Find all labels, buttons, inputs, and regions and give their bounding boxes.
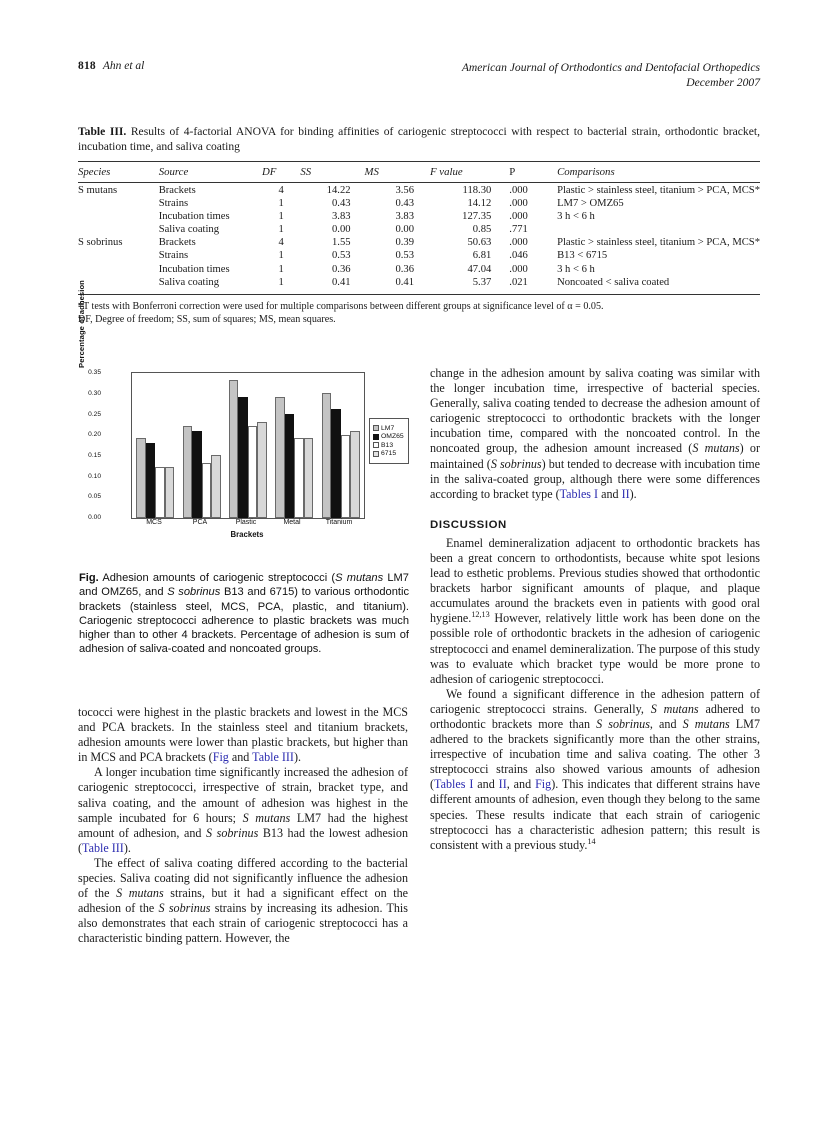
legend-item-b13 (373, 442, 404, 449)
cell-p: .771 (509, 224, 528, 236)
x-tick-plastic: Plastic (235, 519, 257, 526)
link-fig[interactable]: Fig (535, 777, 552, 792)
table-row (78, 183, 760, 197)
x-tick-metal: Metal (283, 519, 301, 526)
lp3-a: The effect of saliva coating differed according to the bacterial species. Saliva coating did not significantly influence the adhesion of the (78, 855, 408, 901)
chart-plot-area (131, 372, 365, 519)
cell-species: S sobrinus (78, 237, 123, 249)
cell-f-value: 5.37 (472, 276, 492, 288)
link-table-iii[interactable]: Table III (252, 750, 294, 765)
cell-ss: 1.55 (332, 237, 351, 249)
legend-label: 6715 (381, 450, 397, 457)
lp1-a: tococci were highest in the plastic brackets and lowest in the MCS and PCA brackets. In the stainless steel and titanium brackets, adhesion amounts were lower than plastic brackets, but higher than in MCS and PCA brackets ( (78, 705, 408, 765)
link-table-ii[interactable]: II (621, 486, 630, 501)
cell-p: .000 (509, 263, 528, 275)
table-body (78, 183, 760, 292)
cell-ss: 0.43 (332, 197, 351, 209)
rp1-b: ) or maintained ( (430, 441, 761, 471)
cell-ms: 0.00 (395, 224, 415, 236)
link-tables-i[interactable]: Tables I (434, 777, 474, 792)
bar-plastic-omz65 (238, 397, 248, 518)
legend-swatch-icon (373, 451, 379, 457)
legend-label: OMZ65 (381, 433, 404, 440)
cell-source: Saliva coating (158, 224, 219, 236)
cell-source: Saliva coating (158, 276, 219, 288)
legend-swatch-icon (373, 442, 379, 448)
cell-species: S mutans (78, 184, 118, 196)
bar-mcs-b13 (155, 467, 165, 518)
cell-source: Brackets (158, 237, 196, 249)
bar-plastic-b13 (248, 426, 258, 518)
chart-legend (369, 418, 409, 464)
table-caption (78, 124, 760, 154)
figure-caption-p2: LM7 and OMZ65, and (79, 572, 409, 599)
section-heading-discussion: DISCUSSION (430, 518, 507, 531)
figure-caption-species-1: S mutans (335, 572, 384, 584)
table-row (78, 263, 760, 276)
rp3-species-3: S mutans (682, 716, 730, 731)
y-tick-5: 0.25 (88, 411, 101, 418)
figure-caption-p1: Adhesion amounts of cariogenic streptococci ( (98, 572, 336, 584)
rp3-g: ). This indicates that different strains have different amounts of adhesion, even though they belong to the same species. These results indicate that each strain of cariogenic streptococci has a characteristic adhesion pattern; this result is consistent with a previous study. (430, 777, 760, 852)
table-header (78, 162, 760, 183)
bar-metal-b13 (294, 438, 304, 518)
bar-group-plastic (229, 373, 267, 518)
table-footnotes (78, 300, 760, 327)
right-paragraph-1 (430, 366, 760, 502)
cell-p: .000 (509, 237, 528, 249)
table-bottom-rule (78, 294, 760, 295)
lp1-b: and (228, 750, 253, 765)
rp2-b: However, relatively little work has been done on the possible role of orthodontic brackets in the adhesion of cariogenic streptococci and enamel demineralization. The purpose of this study was to evaluate which bracket type would be more prone to adhesion of cariogenic streptococci. (430, 611, 760, 686)
rp3-e: and (473, 777, 499, 792)
right-column-text (430, 366, 760, 853)
cell-source: Incubation times (158, 263, 230, 275)
legend-label: LM7 (381, 424, 395, 432)
rp3-f: , and (506, 777, 536, 792)
cell-p: .000 (509, 197, 528, 209)
rp1-species-1: S mutans (692, 441, 740, 456)
bar-metal-omz65 (285, 414, 295, 518)
cell-ms: 0.41 (395, 276, 415, 288)
y-tick-4: 0.20 (88, 431, 101, 438)
rp3-b: adhered to orthodontic brackets more than (430, 701, 760, 731)
column-header-species: Species (78, 162, 159, 183)
cell-f-value: 118.30 (462, 184, 492, 196)
cell-comparisons: Plastic > stainless steel, titanium > PCA, MCS* (557, 237, 760, 249)
rp1-e: ). (629, 486, 637, 501)
rp3-species-1: S mutans (650, 701, 699, 716)
cell-species (78, 197, 159, 210)
running-head-left (78, 60, 144, 72)
bar-titanium-lm7 (322, 393, 332, 518)
cell-f-value: 6.81 (472, 250, 492, 262)
bar-mcs-lm7 (136, 438, 146, 518)
rp2-a: Enamel demineralization adjacent to orthodontic brackets has been a great concern to orthodontists, because white spot lesions lead to esthetic problems. Previous studies showed that orthodontic brackets harbor significant amounts of plaque, and plaque accumulates around the brackets even in patients with good oral hygiene. (430, 535, 760, 626)
table-footnote-significance: *T tests with Bonferroni correction were used for multiple comparisons between different groups at significance level of α = 0.05. (78, 300, 604, 312)
chart-x-axis-label: Brackets (230, 530, 264, 539)
bar-group-titanium (322, 373, 360, 518)
column-header-p: P (509, 162, 557, 183)
legend-item-lm7 (373, 425, 404, 432)
rp3-species-2: S sobrinus (596, 716, 650, 731)
y-tick-6: 0.30 (88, 390, 101, 397)
cell-p: .000 (509, 184, 528, 196)
cell-p: .021 (509, 276, 528, 288)
column-header-comparisons: Comparisons (557, 162, 760, 183)
bar-plastic-lm7 (229, 380, 239, 518)
running-head (78, 60, 760, 98)
lp3-species-1: S mutans (116, 886, 164, 901)
table-row (78, 223, 760, 236)
bar-metal-lm7 (275, 397, 285, 518)
bar-group-metal (275, 373, 313, 518)
cell-ms: 0.36 (395, 263, 415, 275)
left-paragraph-3 (78, 856, 408, 947)
table-row (78, 236, 760, 249)
left-column-text (78, 705, 408, 947)
link-fig[interactable]: Fig (212, 750, 229, 765)
legend-label: B13 (381, 441, 394, 449)
bar-titanium-6715 (350, 431, 360, 518)
bar-group-pca (183, 373, 221, 518)
x-tick-pca: PCA (192, 519, 208, 526)
anova-table (78, 161, 760, 291)
cell-df: 4 (278, 237, 284, 249)
table-block (78, 124, 760, 327)
cell-species (78, 276, 159, 292)
bar-group-mcs (136, 373, 174, 518)
chart-bars (132, 373, 364, 518)
cell-df: 1 (278, 224, 284, 236)
right-paragraph-3 (430, 687, 760, 853)
citation-12-13[interactable]: 12,13 (471, 610, 490, 620)
bar-titanium-omz65 (331, 409, 341, 518)
cell-comparisons: 3 h < 6 h (557, 263, 595, 275)
column-header-source: Source (159, 162, 262, 183)
link-table-iii[interactable]: Table III (82, 840, 124, 855)
column-header-ss: SS (300, 162, 364, 183)
bar-pca-b13 (202, 463, 212, 518)
link-table-ii[interactable]: II (498, 777, 507, 792)
left-paragraph-2 (78, 765, 408, 856)
cell-comparisons: Plastic > stainless steel, titanium > PCA, MCS* (557, 184, 760, 196)
running-head-authors: Ahn et al (102, 60, 145, 72)
cell-p: .046 (509, 250, 528, 262)
cell-f-value: 14.12 (467, 197, 492, 209)
cell-source: Strains (158, 250, 189, 262)
bar-pca-omz65 (192, 431, 202, 518)
cell-df: 1 (278, 263, 284, 275)
lp2-b: LM7 had the highest amount of adhesion, and (78, 810, 409, 840)
legend-item-6715 (373, 450, 404, 457)
cell-ss: 0.53 (332, 250, 351, 262)
lp2-species-1: S mutans (242, 810, 291, 825)
column-header-f-value: F value (430, 162, 509, 183)
x-tick-titanium: Titanium (325, 519, 353, 526)
figure-caption (79, 571, 409, 657)
rp3-d: LM7 adhered to the brackets significantly more than the other strains, irrespective of incubation time and saliva coating. The other 3 streptococci strains also showed various amounts of adhesion ( (430, 716, 760, 792)
lp2-d: ). (123, 840, 131, 855)
link-tables-i[interactable]: Tables I (559, 486, 599, 501)
chart-y-axis-label: Percentage of adhesion (77, 280, 86, 368)
issue-date: December 2007 (686, 76, 760, 89)
lp3-c: strains by increasing its adhesion. This also demonstrates that each strain of cariogenic streptococci has a characteristic binding pattern. However, the (78, 901, 408, 946)
cell-species (78, 249, 159, 262)
cell-df: 1 (278, 276, 284, 288)
legend-swatch-icon (373, 434, 379, 440)
lp1-c: ). (293, 750, 302, 765)
cell-ss: 3.83 (332, 210, 351, 222)
y-tick-7: 0.35 (88, 369, 101, 376)
right-paragraph-2 (430, 536, 760, 687)
cell-f-value: 127.35 (462, 210, 492, 222)
y-tick-1: 0.05 (88, 493, 101, 500)
cell-source: Brackets (158, 184, 196, 196)
cell-f-value: 50.63 (467, 237, 492, 249)
cell-ms: 3.83 (395, 210, 415, 222)
bar-pca-lm7 (183, 426, 193, 518)
cell-ms: 0.53 (395, 250, 415, 262)
cell-species (78, 223, 159, 236)
x-tick-mcs: MCS (146, 519, 162, 526)
rp3-c: , and (649, 716, 683, 731)
cell-species (78, 263, 159, 276)
page-number: 818 (78, 60, 96, 72)
rp1-a: change in the adhesion amount by saliva coating was similar with the longer incubation time, irrespective of bacterial species. Generally, saliva coating tended to decrease the adhesion amount of cariogenic streptococci to orthodontic brackets with the longer incubation time, compared with the noncoated control. In the noncoated group, the adhesion amount increased ( (430, 366, 760, 456)
cell-ss: 0.00 (332, 224, 351, 236)
table-row (78, 276, 760, 292)
table-header-row (78, 162, 760, 183)
table-row (78, 249, 760, 262)
y-tick-0: 0.00 (88, 514, 101, 521)
lp3-b: strains, but it had a significant effect on the adhesion of the (78, 886, 409, 916)
y-tick-3: 0.15 (88, 452, 101, 459)
column-header-df: DF (262, 162, 300, 183)
bar-metal-6715 (304, 438, 314, 518)
cell-comparisons: 3 h < 6 h (557, 210, 595, 222)
bar-mcs-omz65 (146, 443, 156, 518)
bar-pca-6715 (211, 455, 221, 518)
cell-f-value: 0.85 (472, 224, 492, 236)
legend-item-omz65 (373, 433, 404, 440)
cell-species (78, 210, 159, 223)
cell-p: .000 (509, 210, 528, 222)
cell-comparisons: Noncoated < saliva coated (557, 276, 670, 288)
cell-ss: 14.22 (326, 184, 351, 196)
cell-ss: 0.41 (332, 276, 351, 288)
cell-ms: 0.43 (395, 197, 415, 209)
table-caption-text: Results of 4-factorial ANOVA for binding affinities of cariogenic streptococci with respect to bacterial strain, orthodontic bracket, incubation time, and saliva coating (78, 125, 760, 154)
cell-ms: 3.56 (395, 184, 415, 196)
left-paragraph-1 (78, 705, 408, 765)
cell-source: Incubation times (158, 210, 230, 222)
lp3-species-2: S sobrinus (158, 901, 211, 916)
cell-comparisons (557, 223, 760, 236)
cell-f-value: 47.04 (467, 263, 492, 275)
cell-source: Strains (158, 197, 189, 209)
bar-mcs-6715 (165, 467, 175, 518)
running-head-right (462, 60, 760, 90)
figure-caption-species-2: S sobrinus (167, 586, 221, 599)
cell-comparisons: LM7 > OMZ65 (557, 197, 624, 209)
bar-titanium-b13 (341, 435, 351, 518)
cell-df: 1 (278, 197, 284, 209)
table-footnote-abbreviations: DF, Degree of freedom; SS, sum of squares; MS, mean squares. (78, 314, 336, 326)
cell-comparisons: B13 < 6715 (557, 250, 608, 262)
rp1-d: and (598, 486, 622, 501)
table-row (78, 210, 760, 223)
cell-df: 1 (278, 210, 284, 222)
cell-ss: 0.36 (332, 263, 351, 275)
rp1-species-2: S sobrinus (490, 456, 542, 471)
figure-label: Fig. (79, 572, 99, 584)
lp2-species-2: S sobrinus (206, 825, 259, 840)
cell-ms: 0.39 (395, 237, 415, 249)
journal-title: American Journal of Orthodontics and Dentofacial Orthopedics (461, 61, 760, 74)
cell-df: 4 (278, 184, 284, 196)
citation-14[interactable]: 14 (587, 836, 596, 846)
bar-plastic-6715 (257, 422, 267, 518)
lp2-c: B13 had the lowest adhesion ( (78, 825, 408, 855)
table-label: Table III. (78, 125, 127, 138)
rp1-c: ) but tended to decrease with incubation time in the saliva-coated group, although there were some differences according to bracket type ( (430, 456, 760, 501)
rp3-a: We found a significant difference in the adhesion pattern of cariogenic streptococci strains. Generally, (430, 686, 760, 716)
figure-caption-p3: B13 and 6715) to various orthodontic brackets (stainless steel, MCS, PCA, plastic, and titanium). Cariogenic streptococci adherence to plastic brackets was much higher than to other 4 brackets. Percentage of adhesion is sum of adhesion of saliva-coated and noncoated groups. (79, 586, 409, 656)
column-header-ms: MS (365, 162, 430, 183)
legend-swatch-icon (373, 425, 379, 431)
table-row (78, 197, 760, 210)
y-tick-2: 0.10 (88, 473, 101, 480)
cell-df: 1 (278, 250, 284, 262)
lp2-a: A longer incubation time significantly increased the adhesion of cariogenic streptococci, irrespective of strain, bracket type, and saliva coating, and the amount of adhesion was highest in the sample incubated for 6 hours; (78, 765, 408, 825)
